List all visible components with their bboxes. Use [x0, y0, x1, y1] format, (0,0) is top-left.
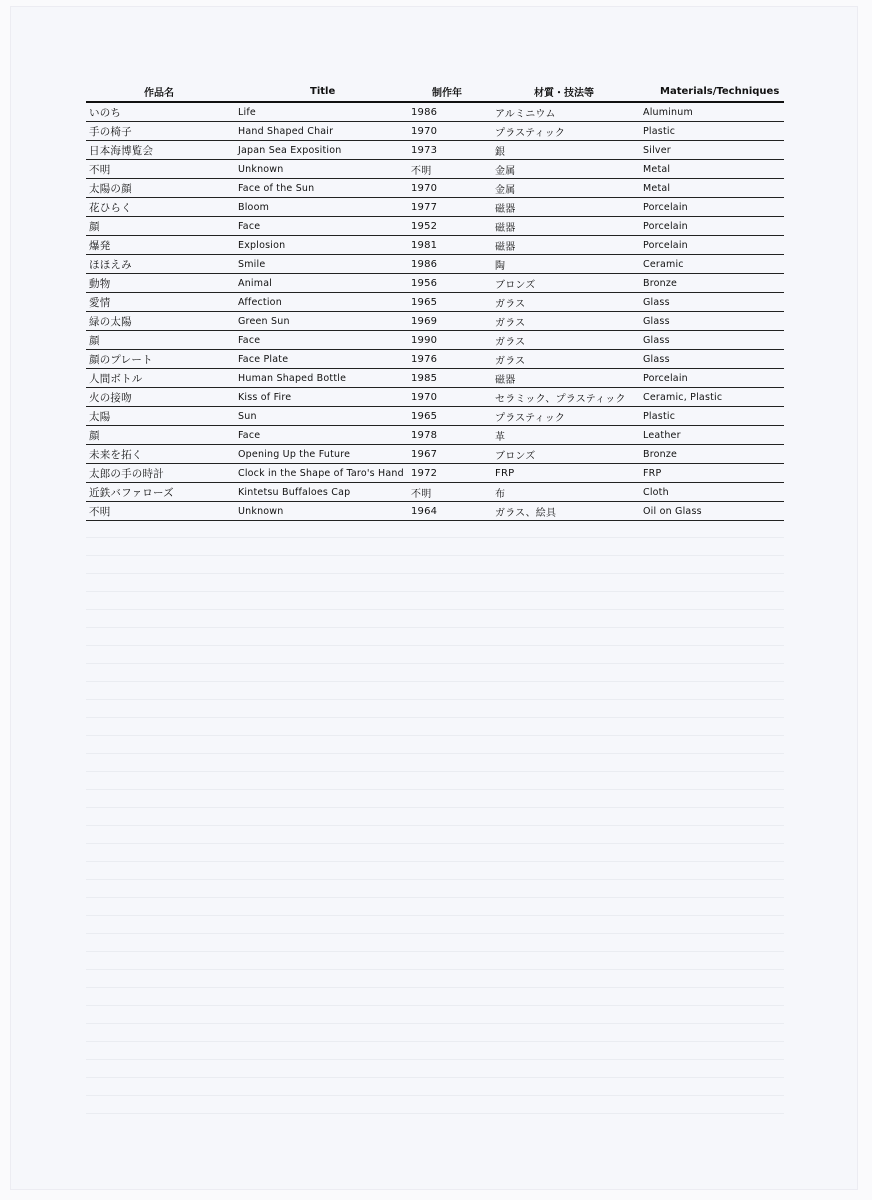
- table-row: [86, 122, 784, 141]
- cell-materials-ja: 布: [494, 483, 640, 502]
- cell-title-ja: 花ひらく: [86, 198, 236, 217]
- cell-materials-ja: 磁器: [494, 217, 640, 236]
- cell-title-ja: ほほえみ: [86, 255, 236, 274]
- cell-year: 1964: [408, 502, 494, 521]
- header-year: 制作年: [408, 82, 494, 102]
- cell-title-ja: 顔: [86, 217, 236, 236]
- table-row: [86, 102, 784, 122]
- cell-materials-ja: ガラス、絵具: [494, 502, 640, 521]
- table-row: [86, 350, 784, 369]
- cell-year: 1952: [408, 217, 494, 236]
- cell-materials-en: Glass: [640, 312, 784, 331]
- cell-title-ja: 火の接吻: [86, 388, 236, 407]
- cell-materials-en: Porcelain: [640, 217, 784, 236]
- cell-year: 1972: [408, 464, 494, 483]
- cell-materials-ja: ガラス: [494, 293, 640, 312]
- cell-title-ja: 手の椅子: [86, 122, 236, 141]
- cell-title-en: Life: [236, 102, 408, 122]
- table-body: [86, 102, 784, 521]
- cell-materials-ja: 革: [494, 426, 640, 445]
- cell-year: 1981: [408, 236, 494, 255]
- header-materials-ja: 材質・技法等: [494, 82, 640, 102]
- cell-materials-en: Metal: [640, 179, 784, 198]
- cell-title-ja: いのち: [86, 102, 236, 122]
- cell-title-ja: 不明: [86, 160, 236, 179]
- cell-year: 1990: [408, 331, 494, 350]
- cell-title-en: Kintetsu Buffaloes Cap: [236, 483, 408, 502]
- cell-materials-ja: ガラス: [494, 331, 640, 350]
- cell-year: 1985: [408, 369, 494, 388]
- cell-title-ja: 人間ボトル: [86, 369, 236, 388]
- cell-year: 1967: [408, 445, 494, 464]
- cell-materials-en: Porcelain: [640, 236, 784, 255]
- table-row: [86, 464, 784, 483]
- cell-title-ja: 不明: [86, 502, 236, 521]
- cell-title-en: Opening Up the Future: [236, 445, 408, 464]
- cell-materials-ja: ガラス: [494, 312, 640, 331]
- artwork-table-container: [86, 82, 784, 521]
- cell-year: 1977: [408, 198, 494, 217]
- table-row: [86, 236, 784, 255]
- cell-title-ja: 愛情: [86, 293, 236, 312]
- cell-title-en: Face: [236, 331, 408, 350]
- cell-materials-en: Glass: [640, 350, 784, 369]
- table-row: [86, 274, 784, 293]
- cell-title-en: Smile: [236, 255, 408, 274]
- cell-materials-en: Ceramic, Plastic: [640, 388, 784, 407]
- cell-materials-en: Glass: [640, 293, 784, 312]
- table-row: [86, 502, 784, 521]
- cell-materials-ja: FRP: [494, 464, 640, 483]
- cell-title-ja: 爆発: [86, 236, 236, 255]
- cell-materials-en: Bronze: [640, 274, 784, 293]
- cell-title-en: Face: [236, 426, 408, 445]
- cell-title-ja: 動物: [86, 274, 236, 293]
- cell-year: 1986: [408, 102, 494, 122]
- cell-materials-en: Aluminum: [640, 102, 784, 122]
- table-row: [86, 369, 784, 388]
- table-row: [86, 483, 784, 502]
- cell-materials-ja: 磁器: [494, 198, 640, 217]
- table-row: [86, 160, 784, 179]
- cell-title-en: Clock in the Shape of Taro's Hand: [236, 464, 408, 483]
- cell-year: 不明: [408, 483, 494, 502]
- cell-year: 1970: [408, 388, 494, 407]
- header-title-en: Title: [236, 82, 408, 102]
- cell-materials-en: Silver: [640, 141, 784, 160]
- cell-title-en: Bloom: [236, 198, 408, 217]
- cell-materials-en: Glass: [640, 331, 784, 350]
- cell-materials-ja: 金属: [494, 160, 640, 179]
- table-row: [86, 198, 784, 217]
- cell-title-en: Animal: [236, 274, 408, 293]
- cell-year: 不明: [408, 160, 494, 179]
- cell-materials-ja: プラスティック: [494, 122, 640, 141]
- cell-title-en: Unknown: [236, 160, 408, 179]
- cell-title-en: Hand Shaped Chair: [236, 122, 408, 141]
- cell-title-en: Sun: [236, 407, 408, 426]
- artwork-table: [86, 82, 784, 521]
- cell-materials-ja: ガラス: [494, 350, 640, 369]
- table-row: [86, 426, 784, 445]
- cell-title-ja: 顔: [86, 331, 236, 350]
- cell-year: 1965: [408, 293, 494, 312]
- table-row: [86, 388, 784, 407]
- cell-materials-ja: アルミニウム: [494, 102, 640, 122]
- cell-title-en: Kiss of Fire: [236, 388, 408, 407]
- cell-materials-ja: 金属: [494, 179, 640, 198]
- cell-materials-en: Metal: [640, 160, 784, 179]
- header-row: [86, 82, 784, 102]
- cell-title-ja: 顔のプレート: [86, 350, 236, 369]
- table-row: [86, 312, 784, 331]
- cell-materials-ja: 磁器: [494, 369, 640, 388]
- cell-materials-en: Oil on Glass: [640, 502, 784, 521]
- cell-materials-ja: ブロンズ: [494, 274, 640, 293]
- cell-materials-ja: セラミック、プラスティック: [494, 388, 640, 407]
- cell-title-en: Face of the Sun: [236, 179, 408, 198]
- header-materials-en: Materials/Techniques: [640, 82, 784, 102]
- cell-materials-en: Porcelain: [640, 369, 784, 388]
- cell-materials-ja: 銀: [494, 141, 640, 160]
- cell-year: 1973: [408, 141, 494, 160]
- cell-title-ja: 太郎の手の時計: [86, 464, 236, 483]
- cell-year: 1986: [408, 255, 494, 274]
- cell-materials-en: Porcelain: [640, 198, 784, 217]
- cell-title-en: Human Shaped Bottle: [236, 369, 408, 388]
- cell-title-en: Green Sun: [236, 312, 408, 331]
- table-header: [86, 82, 784, 102]
- cell-title-ja: 緑の太陽: [86, 312, 236, 331]
- cell-title-en: Face Plate: [236, 350, 408, 369]
- table-row: [86, 179, 784, 198]
- cell-title-en: Unknown: [236, 502, 408, 521]
- cell-materials-en: Plastic: [640, 407, 784, 426]
- cell-materials-ja: 陶: [494, 255, 640, 274]
- cell-materials-en: Bronze: [640, 445, 784, 464]
- table-row: [86, 407, 784, 426]
- table-row: [86, 445, 784, 464]
- cell-year: 1956: [408, 274, 494, 293]
- cell-year: 1970: [408, 179, 494, 198]
- header-title-ja: 作品名: [86, 82, 236, 102]
- cell-year: 1970: [408, 122, 494, 141]
- cell-materials-en: FRP: [640, 464, 784, 483]
- cell-year: 1978: [408, 426, 494, 445]
- cell-title-ja: 近鉄バファローズ: [86, 483, 236, 502]
- cell-materials-ja: プラスティック: [494, 407, 640, 426]
- cell-title-ja: 顔: [86, 426, 236, 445]
- cell-title-ja: 太陽の顔: [86, 179, 236, 198]
- cell-materials-en: Cloth: [640, 483, 784, 502]
- table-row: [86, 255, 784, 274]
- cell-materials-en: Leather: [640, 426, 784, 445]
- table-row: [86, 293, 784, 312]
- cell-materials-ja: ブロンズ: [494, 445, 640, 464]
- cell-materials-ja: 磁器: [494, 236, 640, 255]
- cell-title-ja: 太陽: [86, 407, 236, 426]
- cell-year: 1969: [408, 312, 494, 331]
- table-row: [86, 331, 784, 350]
- table-row: [86, 217, 784, 236]
- cell-title-en: Affection: [236, 293, 408, 312]
- cell-materials-en: Plastic: [640, 122, 784, 141]
- table-row: [86, 141, 784, 160]
- cell-title-ja: 未来を拓く: [86, 445, 236, 464]
- cell-title-en: Japan Sea Exposition: [236, 141, 408, 160]
- cell-year: 1976: [408, 350, 494, 369]
- cell-title-en: Explosion: [236, 236, 408, 255]
- cell-year: 1965: [408, 407, 494, 426]
- cell-title-ja: 日本海博覧会: [86, 141, 236, 160]
- cell-title-en: Face: [236, 217, 408, 236]
- cell-materials-en: Ceramic: [640, 255, 784, 274]
